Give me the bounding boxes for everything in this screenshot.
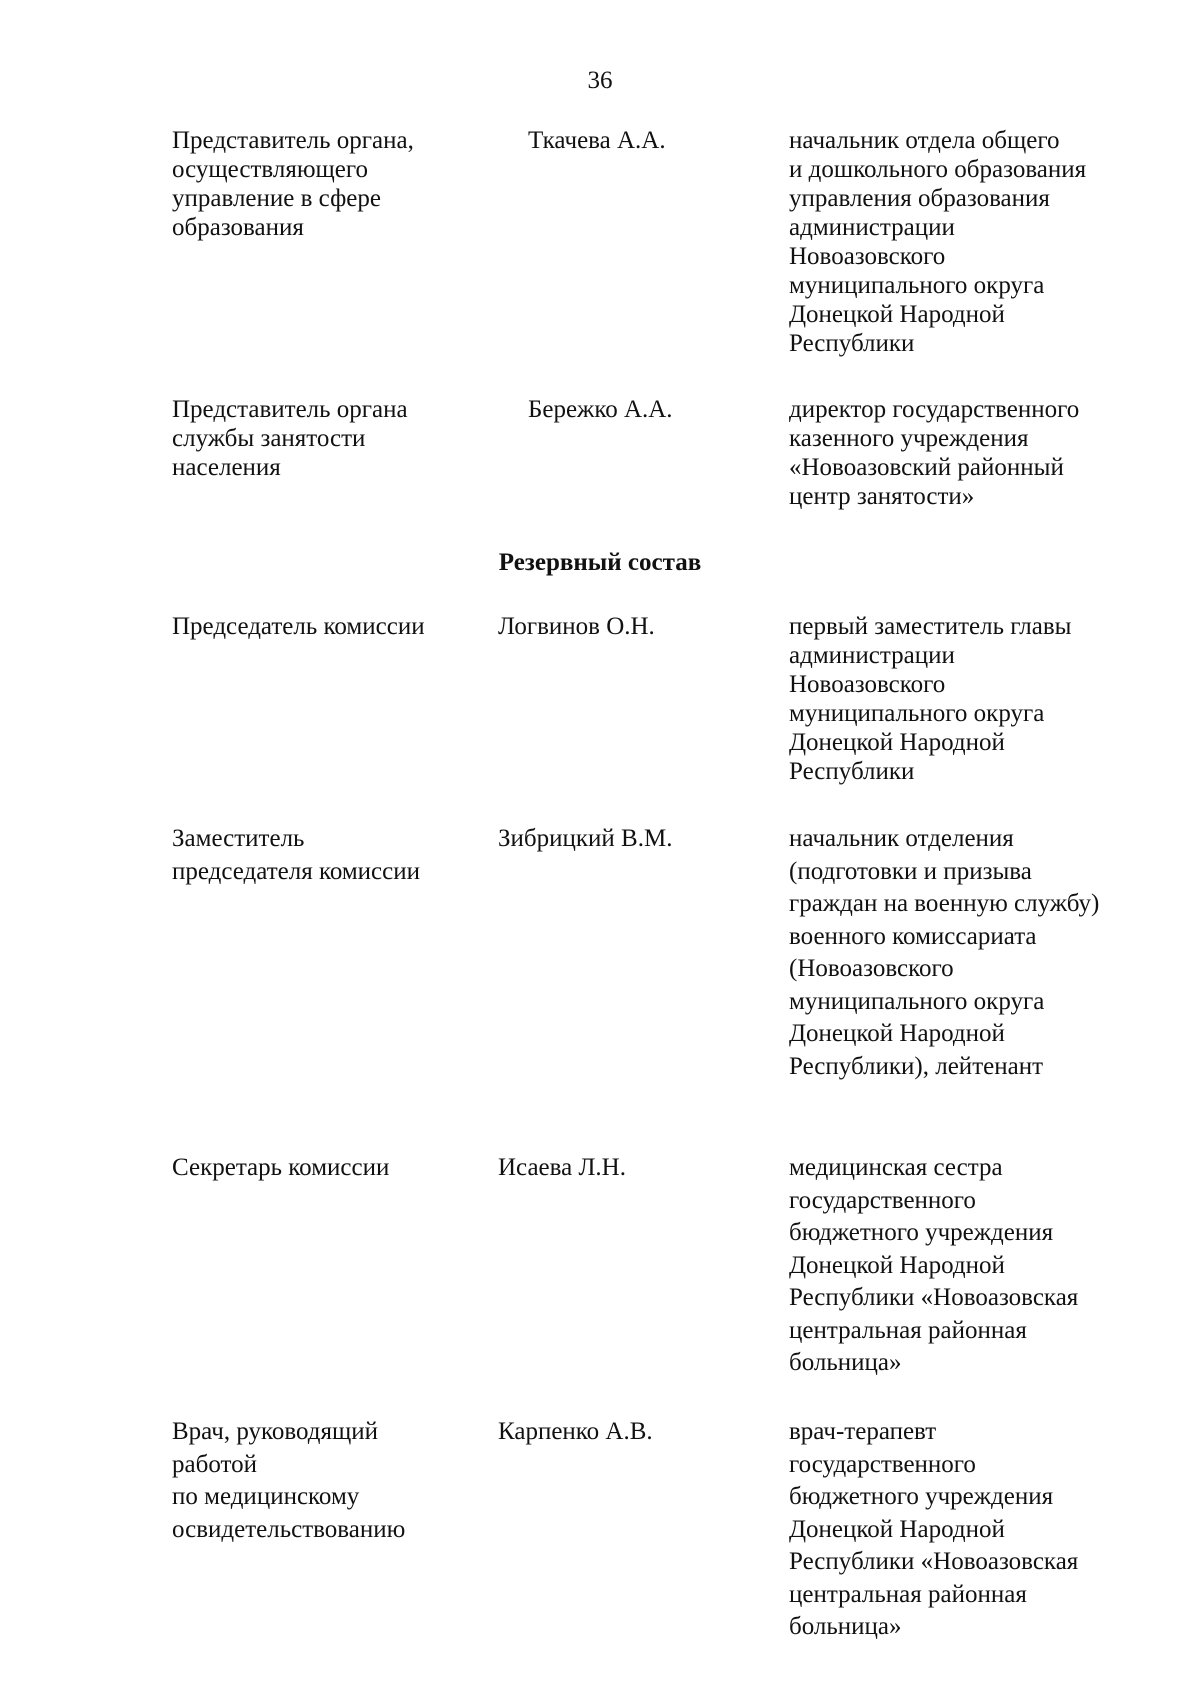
- member-position: врач-терапевт государственного бюджетного учреждения Донецкой Народной Республики «Новоазовская центральная районная больница»: [789, 1418, 1079, 1640]
- member-name: Исаева Л.Н.: [498, 1154, 626, 1181]
- member-role: Секретарь комиссии: [172, 1154, 390, 1181]
- member-name: Карпенко А.В.: [498, 1418, 653, 1445]
- member-role: Представитель органа, осуществляющего управление в сфере образования: [172, 127, 414, 241]
- member-role: Председатель комиссии: [172, 613, 425, 640]
- member-position: директор государственного казенного учреждения «Новоазовский районный центр занятости»: [789, 396, 1080, 510]
- member-role: Представитель органа службы занятости населения: [172, 396, 408, 481]
- member-name: Зибрицкий В.М.: [498, 825, 673, 852]
- member-role: Заместитель председателя комиссии: [172, 825, 420, 885]
- member-role: Врач, руководящий работой по медицинскому освидетельствованию: [172, 1418, 406, 1543]
- page-number: 36: [587, 67, 613, 94]
- section-heading: Резервный состав: [498, 549, 702, 576]
- member-name: Ткачева А.А.: [528, 127, 666, 154]
- member-name: Логвинов О.Н.: [498, 613, 655, 640]
- member-position: начальник отдела общего и дошкольного образования управления образования администрации Новоазовского муниципального округа Донецкой Народной Республики: [789, 127, 1087, 357]
- member-position: первый заместитель главы администрации Новоазовского муниципального округа Донецкой Народной Республики: [789, 613, 1072, 785]
- member-name: Бережко А.А.: [528, 396, 673, 423]
- member-position: начальник отделения (подготовки и призыва граждан на военную службу) военного комиссариата (Новоазовского муниципального округа Донецкой Народной Республики), лейтенант: [789, 825, 1100, 1080]
- member-position: медицинская сестра государственного бюджетного учреждения Донецкой Народной Республики «Новоазовская центральная районная больница»: [789, 1154, 1079, 1376]
